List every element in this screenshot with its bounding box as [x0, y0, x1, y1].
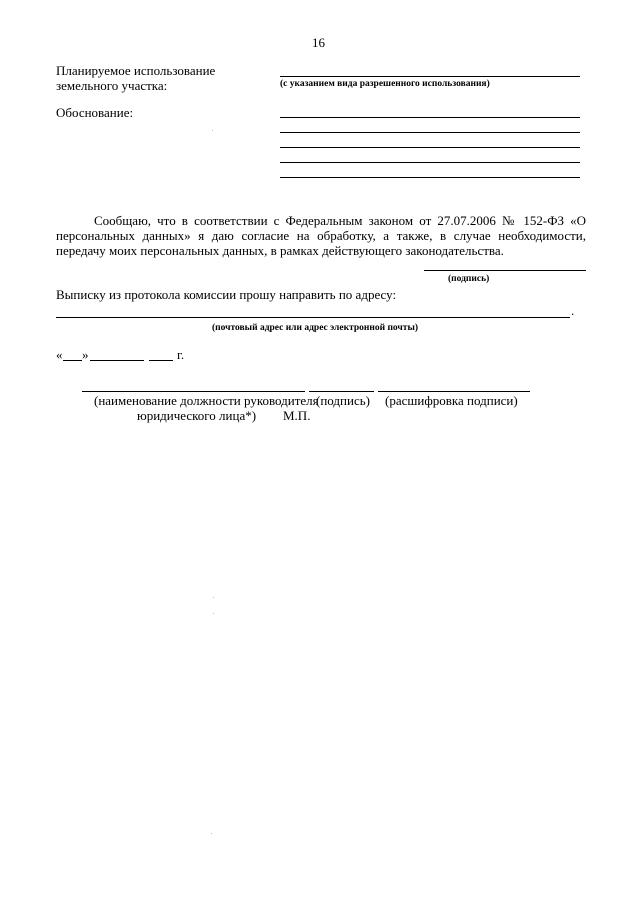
land-use-field[interactable]: [280, 76, 580, 77]
date-year-suffix: г.: [177, 347, 185, 362]
justification-line-5[interactable]: [280, 177, 580, 178]
address-field[interactable]: [56, 317, 570, 318]
page-number: 16: [312, 35, 325, 50]
seal-mark: М.П.: [283, 408, 311, 423]
signature-caption: (подпись): [316, 393, 370, 408]
justification-line-1[interactable]: [280, 117, 580, 118]
date-day-field[interactable]: [63, 360, 82, 361]
legal-entity-caption: юридического лица*): [137, 408, 257, 423]
land-use-label-line2: земельного участка:: [56, 78, 168, 93]
justification-line-3[interactable]: [280, 147, 580, 148]
land-use-label: [56, 63, 215, 93]
land-use-hint: (с указанием вида разрешенного использования): [280, 79, 490, 89]
consent-paragraph: Сообщаю, что в соответствии с Федеральным законом от 27.07.2006 № 152-ФЗ «О персональных данных» я даю согласие на обработку, а также, в случае необходимости, передачу моих персональных данных, в рамках действующего законодательства.: [56, 213, 586, 258]
justification-line-4[interactable]: [280, 162, 580, 163]
address-hint: (почтовый адрес или адрес электронной почты): [212, 323, 419, 333]
scan-speck: [213, 613, 214, 614]
date-year-field[interactable]: [149, 360, 173, 361]
date-close-quote: »: [82, 347, 89, 362]
decoding-caption: (расшифровка подписи): [385, 393, 518, 408]
land-use-label-line1: Планируемое использование: [56, 63, 216, 78]
consent-signature-line[interactable]: [424, 270, 586, 271]
date-month-field[interactable]: [90, 360, 144, 361]
justification-line-2[interactable]: [280, 132, 580, 133]
position-line[interactable]: [82, 391, 305, 392]
address-label: Выписку из протокола комиссии прошу направить по адресу:: [56, 287, 397, 302]
address-end-mark: .: [571, 303, 575, 318]
consent-signature-caption: (подпись): [448, 274, 490, 284]
position-caption: (наименование должности руководителя: [94, 393, 319, 408]
scan-speck: [211, 833, 212, 834]
signature-line[interactable]: [309, 391, 374, 392]
decoding-line[interactable]: [378, 391, 530, 392]
date-open-quote: «: [56, 347, 63, 362]
justification-label: Обоснование:: [56, 105, 134, 120]
scan-speck: [213, 597, 214, 598]
scan-speck: [212, 130, 213, 131]
